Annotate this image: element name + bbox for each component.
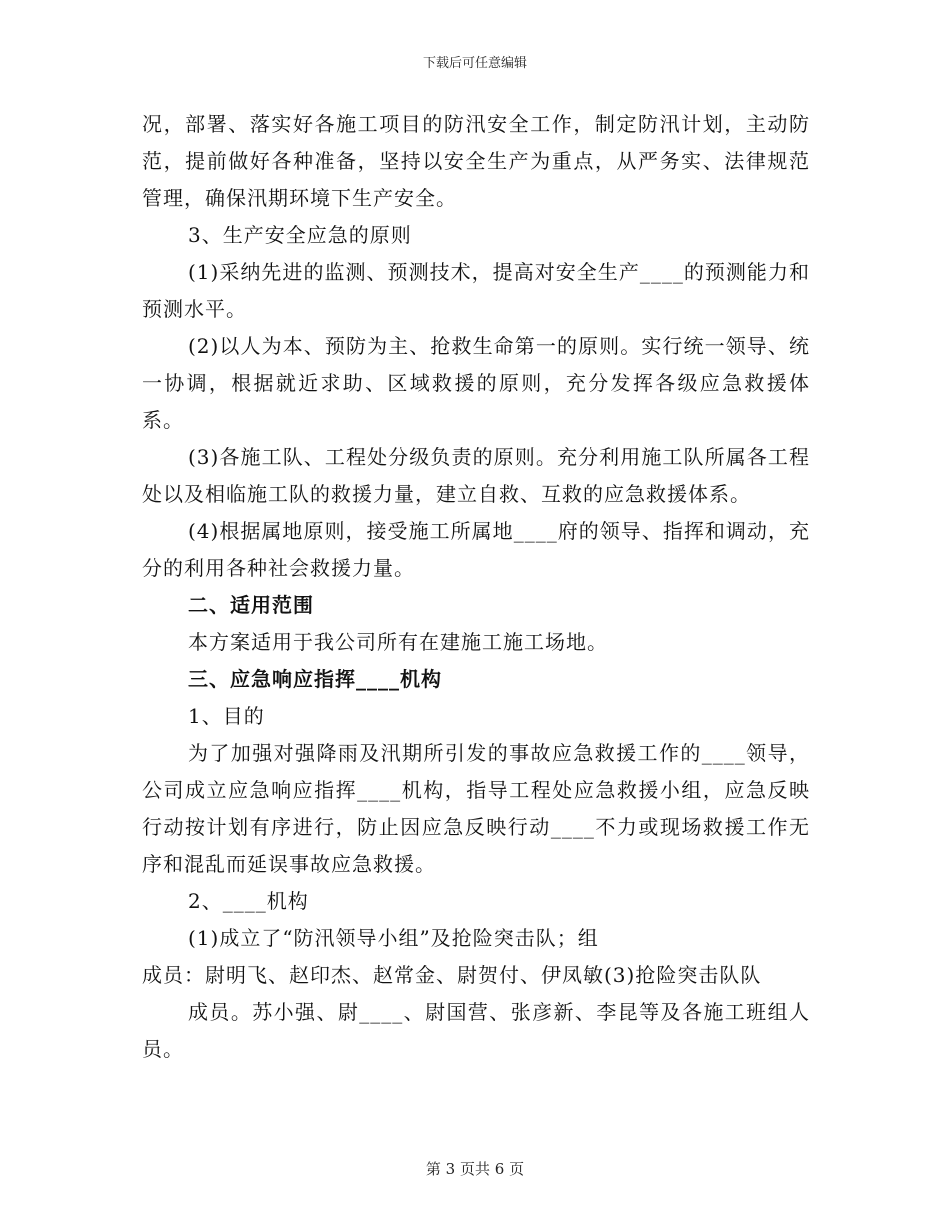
subheading-purpose: 1、目的 xyxy=(188,704,265,728)
section-heading-command: 三、应急响应指挥____机构 xyxy=(188,667,442,691)
paragraph-15: 成员。苏小强、尉____、尉国营、张彦新、李昆等及各施工班组人员。 xyxy=(142,1000,810,1061)
paragraph-4: (2)以人为本、预防为主、抢救生命第一的原则。实行统一领导、统一协调，根据就近求助、区域救援的原则，充分发挥各级应急救援体系。 xyxy=(142,334,810,432)
paragraph-1: 况，部署、落实好各施工项目的防汛安全工作，制定防汛计划，主动防范，提前做好各种准备，坚持以安全生产为重点，从严务实、法律规范管理，确保汛期环境下生产安全。 xyxy=(142,112,810,210)
page-footer: 第 3 页共 6 页 xyxy=(425,1160,525,1178)
paragraph-3: (1)采纳先进的监测、预测技术，提高对安全生产____的预测能力和预测水平。 xyxy=(142,260,810,321)
paragraph-5: (3)各施工队、工程处分级负责的原则。充分利用施工队所属各工程处以及相临施工队的救援力量，建立自救、互救的应急救援体系。 xyxy=(142,445,810,506)
subheading-organization: 2、____机构 xyxy=(188,889,309,913)
paragraph-8: 本方案适用于我公司所有在建施工施工场地。 xyxy=(188,630,608,654)
paragraph-14: 成员：尉明飞、赵印杰、赵常金、尉贺付、伊凤敏(3)抢险突击队队 xyxy=(142,963,762,987)
document-body xyxy=(142,106,810,1068)
page-header: 下载后可任意编辑 xyxy=(422,56,527,71)
paragraph-11: 为了加强对强降雨及汛期所引发的事故应急救援工作的____领导，公司成立应急响应指挥____机构，指导工程处应急救援小组，应急反映行动按计划有序进行，防止因应急反映行动____不力或现场救援工作无序和混乱而延误事故应急救援。 xyxy=(142,741,810,876)
paragraph-13: (1)成立了“防汛领导小组”及抢险突击队；组 xyxy=(188,926,599,950)
section-heading-scope: 二、适用范围 xyxy=(188,593,314,617)
section-heading-3: 3、生产安全应急的原则 xyxy=(188,223,412,247)
paragraph-6: (4)根据属地原则，接受施工所属地____府的领导、指挥和调动，充分的利用各种社会救援力量。 xyxy=(142,519,810,580)
